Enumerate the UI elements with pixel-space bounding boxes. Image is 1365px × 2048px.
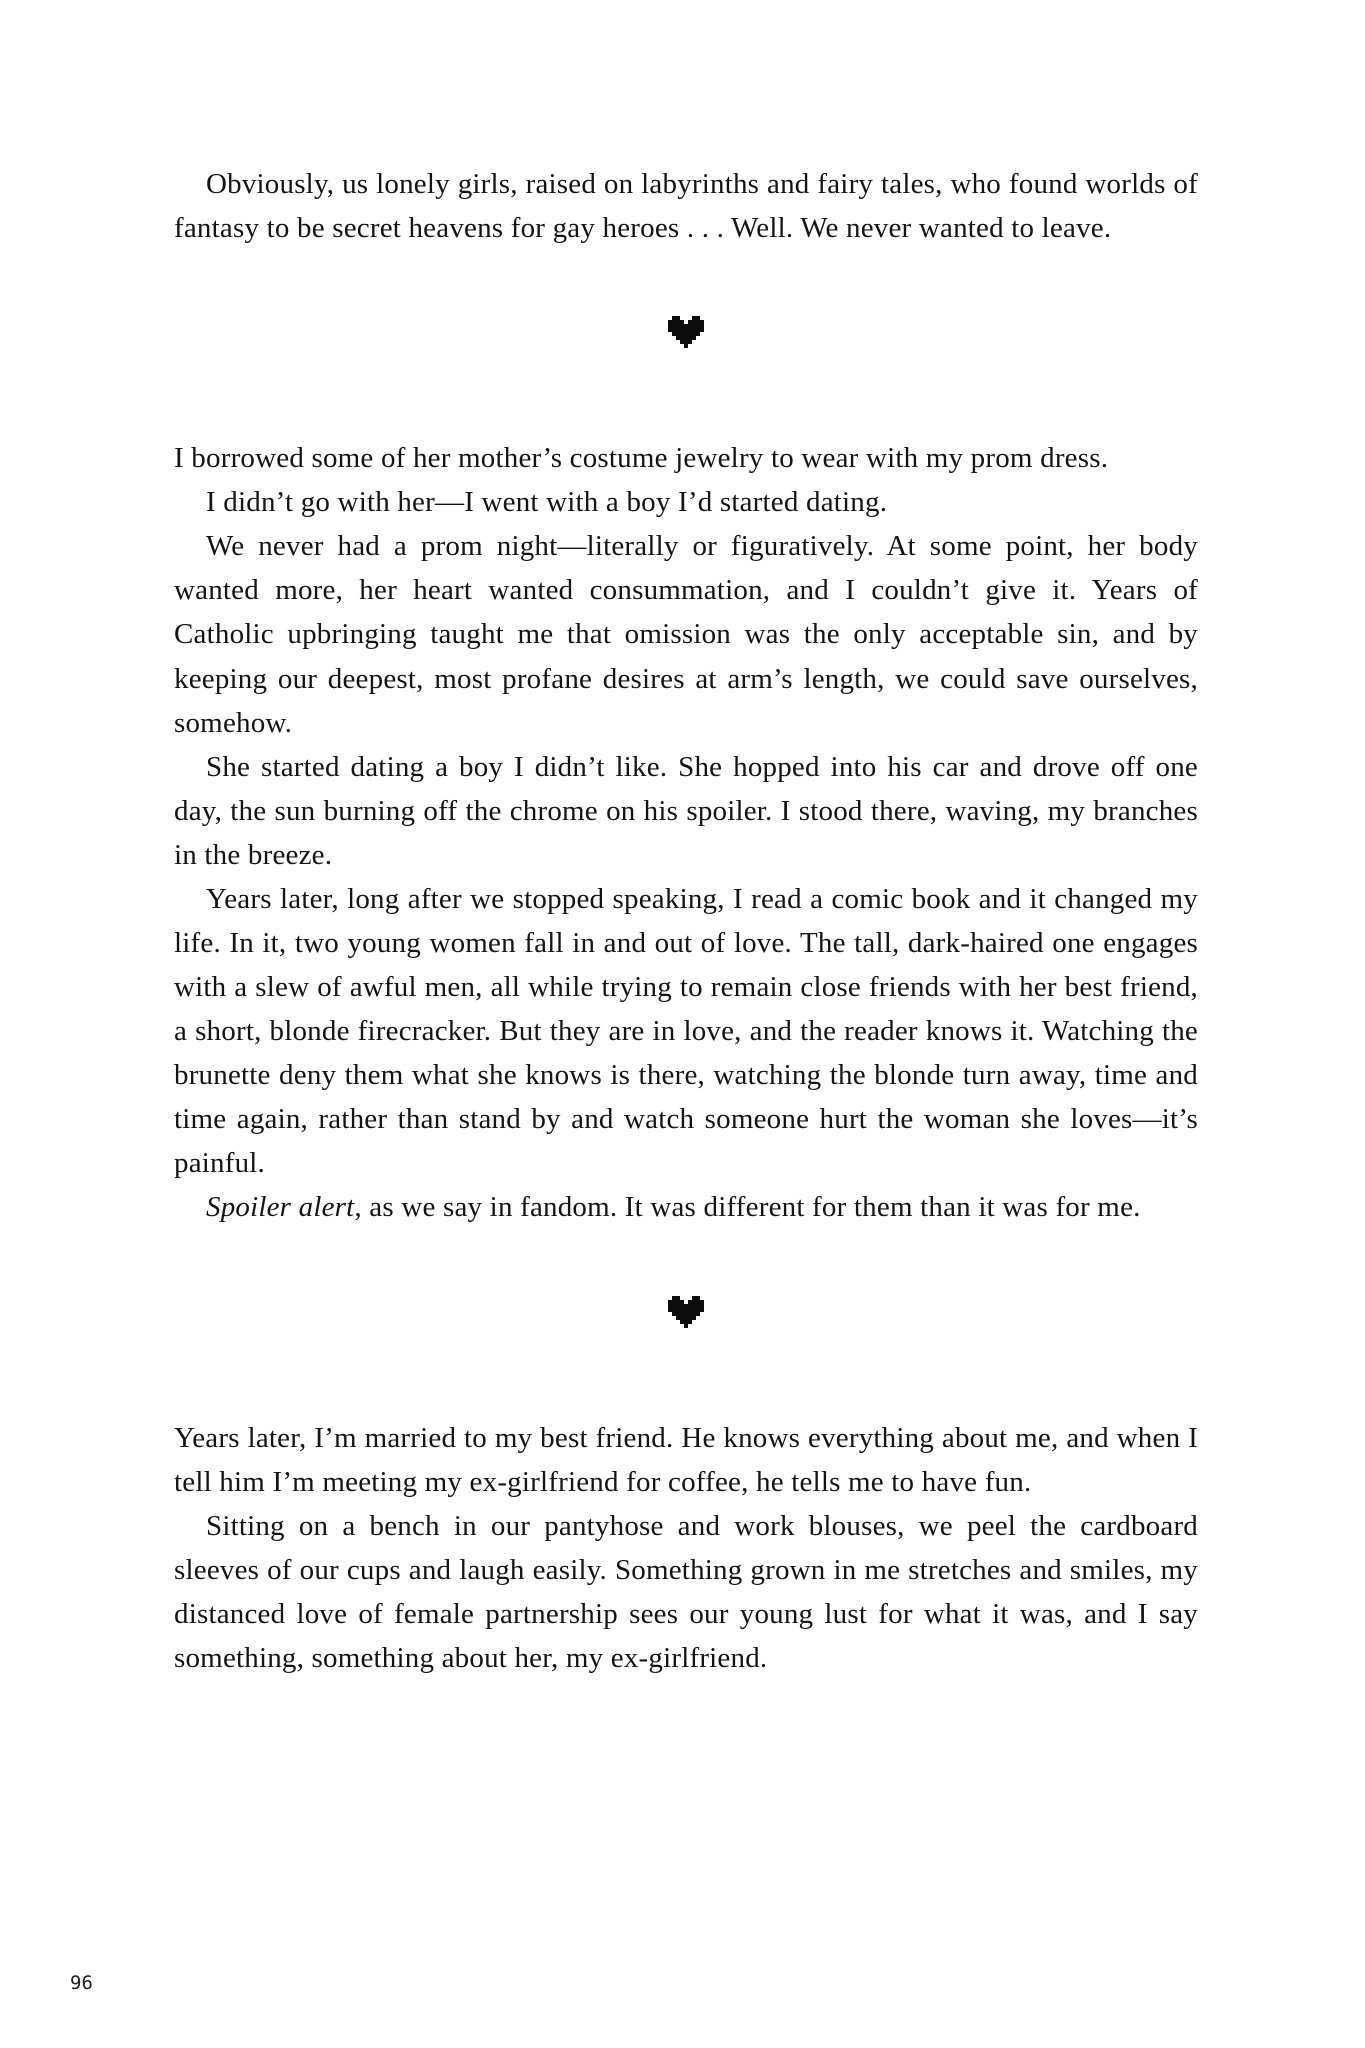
body-paragraph: [174, 524, 1198, 744]
text-run: Sitting on a bench in our pantyhose and work blouses, we peel the cardboard sleeves of our cups and laugh easily. Something grown in me stretches and smiles, my distanced love of female partnership sees our young lust for what it was, and I say something, something about her, my ex-girlfriend.: [174, 1509, 1198, 1674]
body-paragraph: [174, 745, 1198, 877]
text-run: We never had a prom night—literally or figuratively. At some point, her body wanted more, her heart wanted consummation, and I couldn’t give it. Years of Catholic upbringing taught me that omission was the only acceptable sin, and by keeping our deepest, most profane desires at arm’s length, we could save ourselves, somehow.: [174, 530, 1198, 739]
pixel-heart-icon: [668, 1296, 704, 1328]
body-paragraph: [174, 162, 1198, 250]
section-divider: [174, 1296, 1198, 1328]
page-number: 96: [70, 1972, 93, 1994]
text-run: I didn’t go with her—I went with a boy I’d started dating.: [206, 486, 888, 519]
text-run: She started dating a boy I didn’t like. She hopped into his car and drove off one day, the sun burning off the chrome on his spoiler. I stood there, waving, my branches in the breeze.: [174, 750, 1198, 871]
body-paragraph: [174, 436, 1198, 480]
body-paragraph: [174, 1504, 1198, 1680]
section-divider: [174, 316, 1198, 348]
text-run: Obviously, us lonely girls, raised on labyrinths and fairy tales, who found worlds of fantasy to be secret heavens for gay heroes . . . Well. We never wanted to leave.: [174, 168, 1198, 245]
italic-text-run: Spoiler alert: [206, 1191, 355, 1224]
body-paragraph: [174, 1416, 1198, 1504]
body-paragraph: [174, 1185, 1198, 1229]
pixel-heart-icon: [668, 316, 704, 348]
text-run: , as we say in fandom. It was different for them than it was for me.: [354, 1191, 1141, 1224]
text-block: [174, 162, 1198, 1680]
body-paragraph: [174, 480, 1198, 524]
text-run: Years later, long after we stopped speaking, I read a comic book and it changed my life. In it, two young women fall in and out of love. The tall, dark-haired one engages with a slew of awful men, all while trying to remain close friends with her best friend, a short, blonde firecracker. But they are in love, and the reader knows it. Watching the brunette deny them what she knows is there, watching the blonde turn away, time and time again, rather than stand by and watch someone hurt the woman she loves—it’s painful.: [174, 882, 1198, 1180]
body-paragraph: [174, 877, 1198, 1186]
text-run: Years later, I’m married to my best friend. He knows everything about me, and when I tell him I’m meeting my ex-girlfriend for coffee, he tells me to have fun.: [174, 1421, 1198, 1498]
text-run: I borrowed some of her mother’s costume jewelry to wear with my prom dress.: [174, 442, 1109, 475]
